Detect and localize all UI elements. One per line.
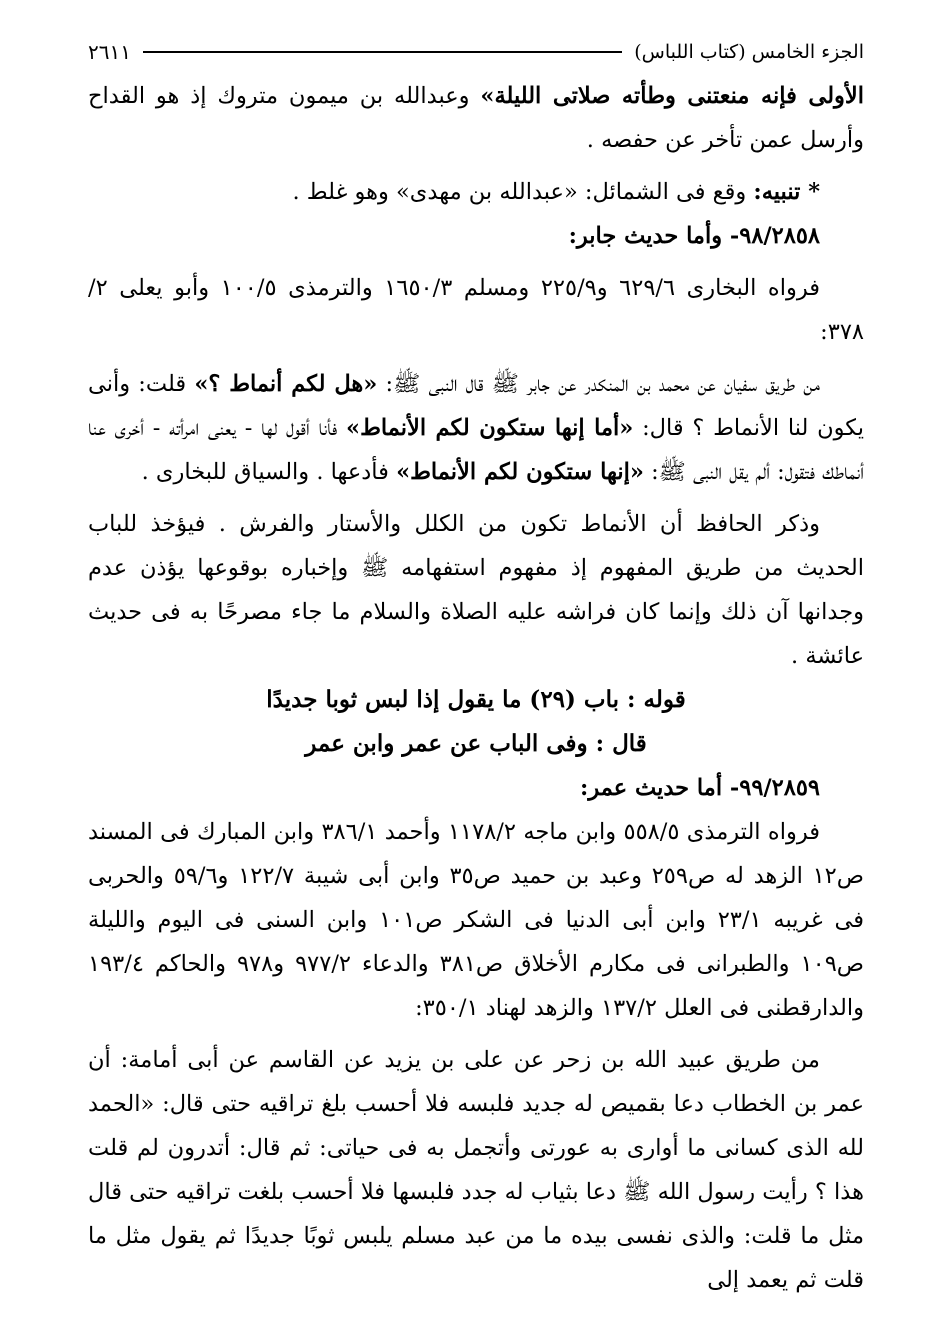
- running-title: الجزء الخامس (كتاب اللباس): [634, 41, 864, 63]
- note-text: وقع فى الشمائل: «عبدالله بن مهدى» وهو غلط .: [292, 179, 754, 205]
- commentary-paragraph: وذكر الحافظ أن الأنماط تكون من الكلل والأستار والفرش . فيؤخذ للباب الحديث من طريق المفهوم إذ مفهوم استفهامه ﷺ وإخباره بوقوعها يؤذن عدم وجدانها آن ذلك وإنما كان فراشه عليه الصلاة والسلام ما جاء مصرحًا به فى حديث عائشة .: [88, 511, 864, 669]
- hadith-98-sources: فرواه البخارى ٦٢٩/٦ و٢٢٥/٩ ومسلم ١٦٥٠/٣ والترمذى ١٠٠/٥ وأبو يعلى ٢/ ٣٧٨:: [88, 275, 864, 345]
- prophet-quote: «إنها ستكون لكم الأنماط»: [396, 459, 644, 485]
- hadith-99-sources: فرواه الترمذى ٥٥٨/٥ وابن ماجه ١١٧٨/٢ وأحمد ٣٨٦/١ وابن المبارك فى المسند ص١٢ الزهد له ص٢٥٩ وعبد بن حميد ص٣٥ وابن أبى شيبة ١٢٢/٧ و٥٩/٦ والحربى فى غريبه ٢٣/١ وابن أبى الدنيا فى الشكر ص١٠١ وابن السنى فى اليوم والليلة ص١٠٩ والطبرانى فى مكارم الأخلاق ص٣٨١ والدعاء ٩٧٧/٢ و٩٧٨ والحاكم ١٩٣/٤ والدارقطنى فى العلل ١٣٧/٢ والزهد لهناد ٣٥٠/١:: [88, 819, 865, 1021]
- hadith-text-segment: فأنا أقول لها - يعنى امرأته - أخرى عنا أنماطك فتقول: ألم يقل النبى ﷺ:: [88, 415, 864, 485]
- prophet-quote: «هل لكم أنماط ؟»: [194, 371, 378, 397]
- hadith-text-segment: من طريق سفيان عن محمد بن المنكدر عن جابر ﷺ قال النبى ﷺ:: [377, 371, 820, 397]
- header-rule: [143, 51, 622, 53]
- note-paragraph: [88, 170, 864, 214]
- hadith-98-heading: ٩٨/٢٨٥٨- وأما حديث جابر:: [568, 223, 820, 249]
- running-header: [88, 30, 864, 74]
- prophet-quote: «أما إنها ستكون لكم الأنماط»: [346, 415, 634, 441]
- chapter-subheading: قال : وفى الباب عن عمر وابن عمر: [305, 730, 647, 757]
- book-page: [88, 30, 864, 1302]
- quote-end: الأولى فإنه منعتنى وطأته صلاتى الليلة»: [480, 83, 864, 109]
- hadith-text-segment: قلت: وأنى يكون لنا الأنماط ؟ قال:: [88, 371, 864, 441]
- hadith-98-text: [88, 362, 864, 494]
- note-label: * تنبيه:: [753, 179, 820, 205]
- chapter-heading: قوله : باب (٢٩) ما يقول إذا لبس ثوبا جديدًا: [266, 686, 686, 713]
- page-number: ٢٦١١: [88, 40, 131, 64]
- hadith-99-heading: ٩٩/٢٨٥٩- أما حديث عمر:: [580, 775, 820, 801]
- paragraph-text: وعبدالله بن ميمون متروك إذ هو القداح وأرسل عمن تأخر عن حفصه .: [88, 83, 864, 153]
- hadith-99-text: من طريق عبيد الله بن زحر عن على بن يزيد عن القاسم عن أبى أمامة: أن عمر بن الخطاب دعا بقميص له جديد فلبسه فلا أحسب بلغ تراقيه حتى قال: «الحمد لله الذى كسانى ما أوارى به عورتى وأتجمل به فى حياتى: ثم قال: أتدرون لم قلت هذا ؟ رأيت رسول الله ﷺ دعا بثياب له جدد فلبسها فلا أحسب بلغت تراقيه حتى قال مثل ما قلت: والذى نفسى بيده ما من عبد مسلم يلبس ثوبًا جديدًا ثم يقول مثل ما قلت ثم يعمد إلى: [88, 1047, 864, 1293]
- paragraph-continuation: [88, 74, 864, 162]
- hadith-text-segment: فأدعها . والسياق للبخارى .: [141, 459, 397, 485]
